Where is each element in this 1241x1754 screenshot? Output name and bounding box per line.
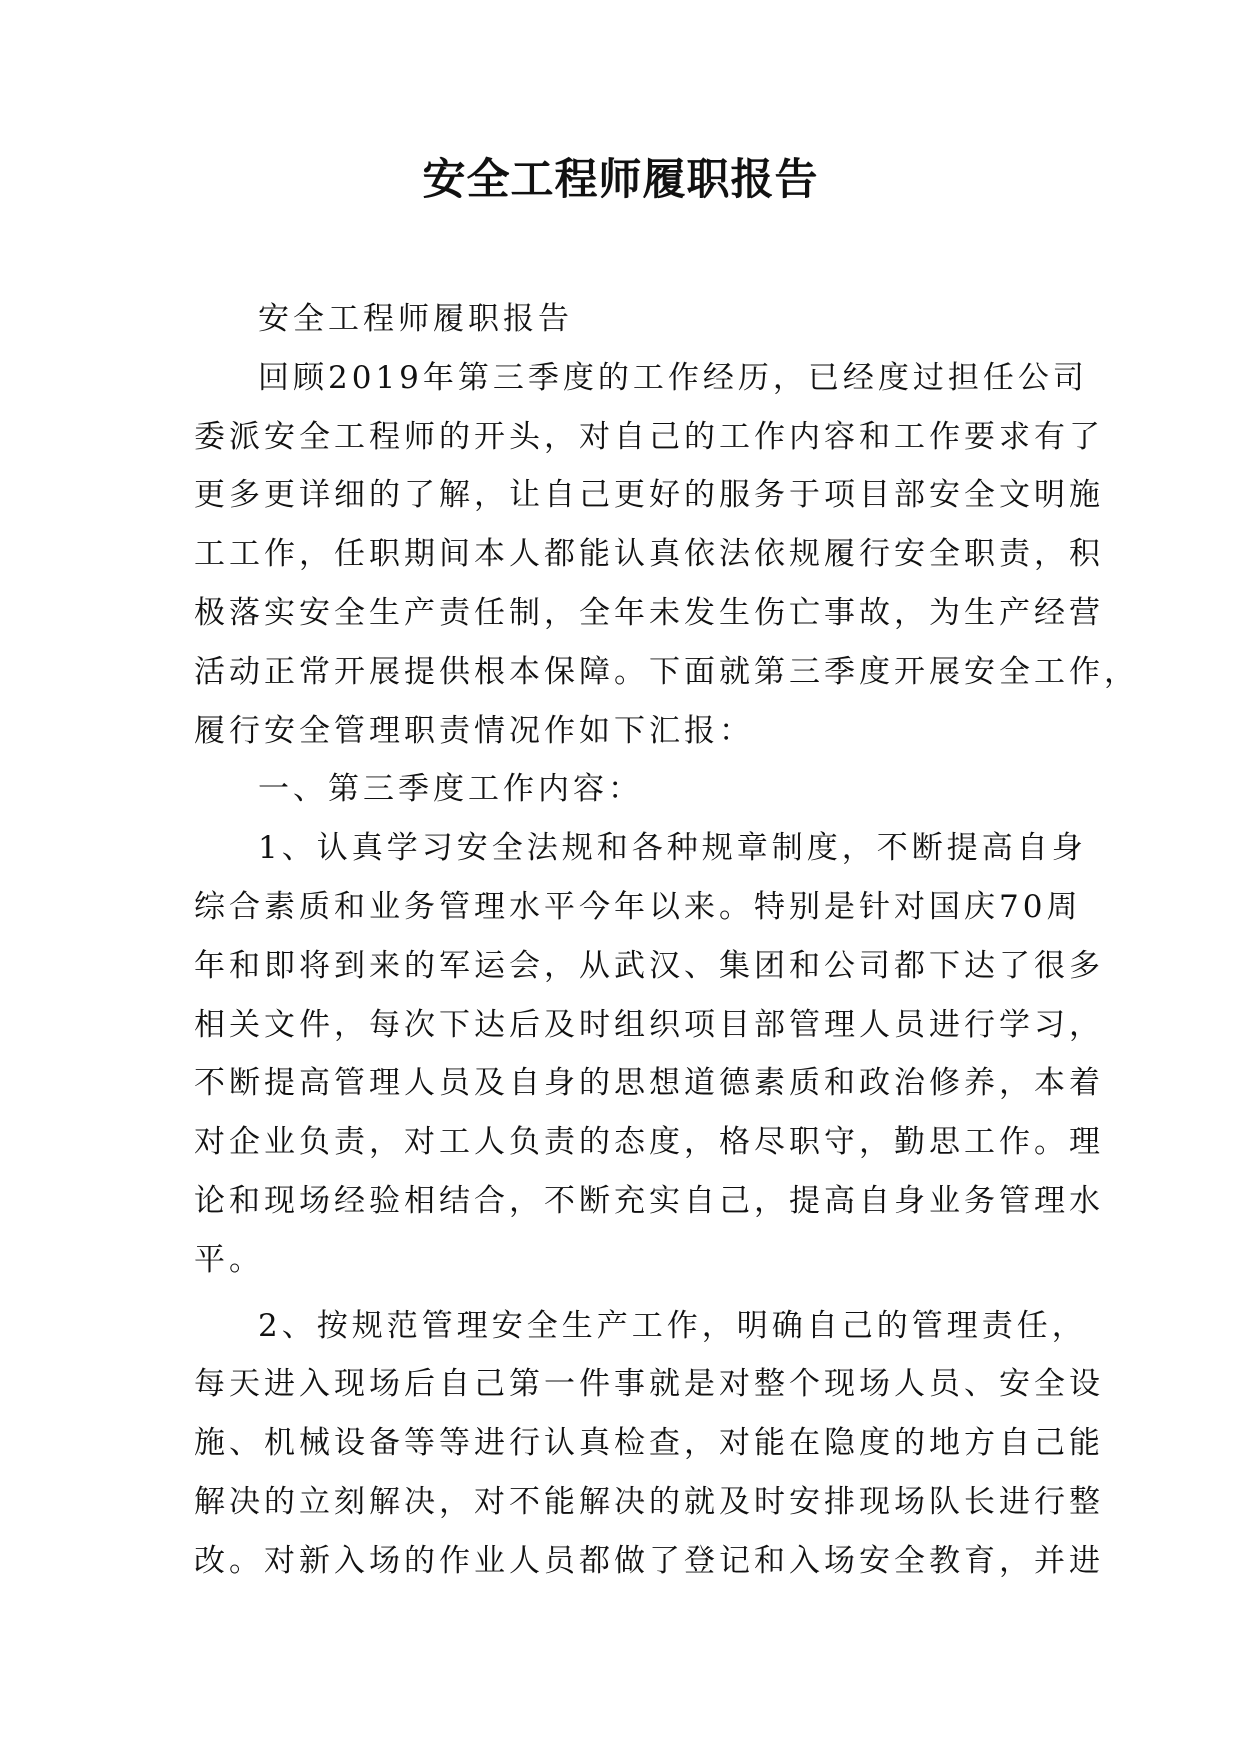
text-line: 2、按规范管理安全生产工作，明确自己的管理责任，: [258, 1307, 1087, 1344]
text-line: 安全工程师履职报告: [258, 301, 573, 337]
text-line: 回顾2019年第三季度的工作经历，已经度过担任公司: [258, 359, 1088, 396]
text-line: 一、第三季度工作内容：: [258, 771, 643, 808]
text-line: 施、机械设备等等进行认真检查，对能在隐度的地方自己能: [194, 1425, 1104, 1462]
text-line: 不断提高管理人员及自身的思想道德素质和政治修养，本着: [194, 1065, 1104, 1102]
text-line: 对企业负责，对工人负责的态度，格尽职守，勤思工作。理: [194, 1124, 1104, 1161]
document-body: [194, 290, 1139, 1591]
text-line: 履行安全管理职责情况作如下汇报：: [194, 712, 754, 749]
text-line: 活动正常开展提供根本保障。下面就第三季度开展安全工作，: [194, 653, 1139, 690]
text-line: 工工作，任职期间本人都能认真依法依规履行安全职责，积: [194, 536, 1104, 573]
document-title: 安全工程师履职报告: [422, 155, 819, 205]
text-line: 综合素质和业务管理水平今年以来。特别是针对国庆70周: [194, 888, 1082, 925]
text-line: 1、认真学习安全法规和各种规章制度，不断提高自身: [258, 830, 1087, 867]
text-line: 改。对新入场的作业人员都做了登记和入场安全教育，并进: [194, 1542, 1104, 1579]
text-line: 相关文件，每次下达后及时组织项目部管理人员进行学习，: [194, 1006, 1104, 1043]
text-line: 委派安全工程师的开头，对自己的工作内容和工作要求有了: [194, 418, 1104, 455]
text-line: 平。: [194, 1241, 264, 1278]
text-line: 更多更详细的了解，让自己更好的服务于项目部安全文明施: [194, 477, 1104, 514]
text-line: 极落实安全生产责任制，全年未发生伤亡事故，为生产经营: [194, 594, 1104, 631]
text-line: 解决的立刻解决，对不能解决的就及时安排现场队长进行整: [194, 1483, 1104, 1520]
text-line: 年和即将到来的军运会，从武汉、集团和公司都下达了很多: [194, 947, 1104, 984]
text-line: 论和现场经验相结合，不断充实自己，提高自身业务管理水: [194, 1182, 1104, 1219]
text-line: 每天进入现场后自己第一件事就是对整个现场人员、安全设: [194, 1366, 1104, 1403]
